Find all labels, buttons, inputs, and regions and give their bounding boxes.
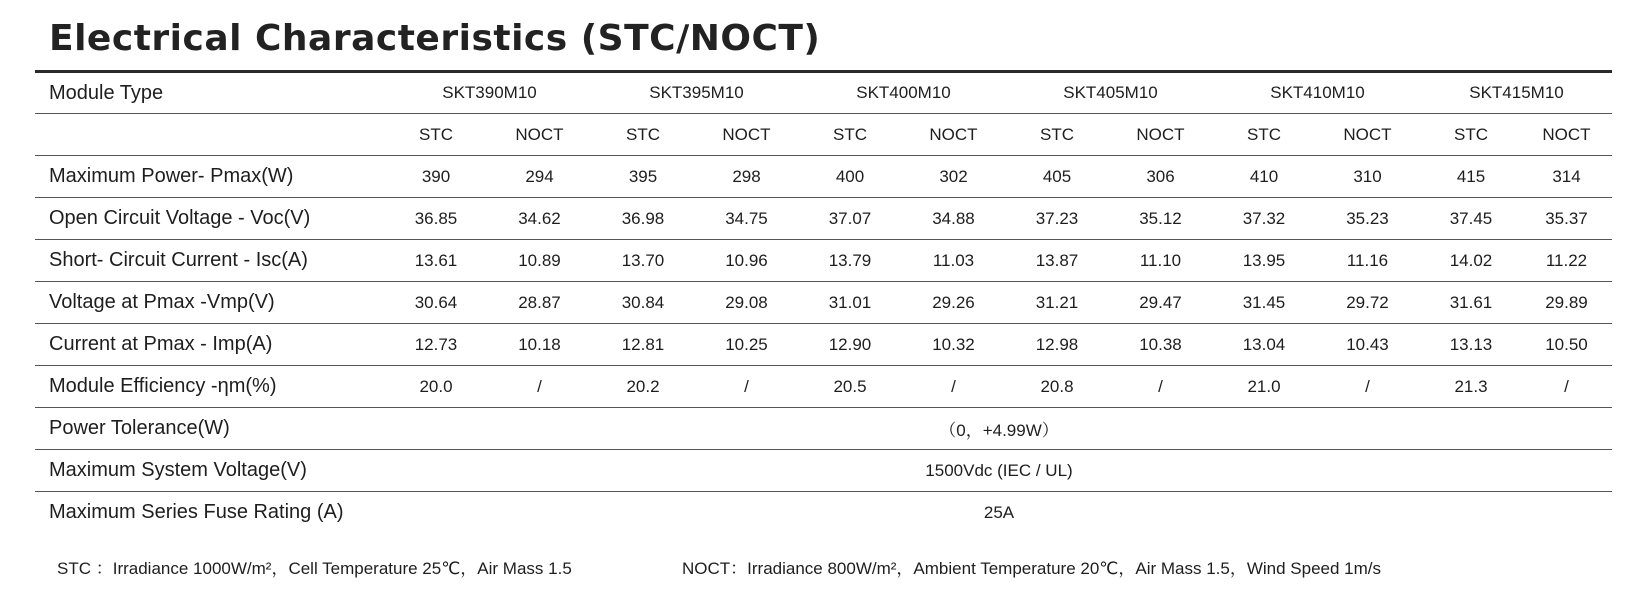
- table-row: [35, 450, 1612, 492]
- value-cell: 10.50: [1521, 324, 1612, 366]
- value-cell: 10.43: [1314, 324, 1421, 366]
- value-cell: 410: [1214, 156, 1314, 198]
- value-cell: 13.70: [593, 240, 693, 282]
- value-cell: /: [486, 366, 593, 408]
- condition-header-row: [35, 114, 1612, 156]
- value-cell: 13.87: [1007, 240, 1107, 282]
- row-label: Voltage at Pmax -Vmp(V): [35, 282, 386, 324]
- electrical-characteristics-table: [35, 70, 1612, 534]
- row-label: Open Circuit Voltage - Voc(V): [35, 198, 386, 240]
- value-cell: 314: [1521, 156, 1612, 198]
- value-cell: 14.02: [1421, 240, 1521, 282]
- value-cell: 35.23: [1314, 198, 1421, 240]
- value-cell: /: [1107, 366, 1214, 408]
- value-cell: 20.0: [386, 366, 486, 408]
- value-cell: 12.90: [800, 324, 900, 366]
- model-header: SKT405M10: [1007, 72, 1214, 114]
- empty-label-cell: [35, 114, 386, 156]
- noct-header: NOCT: [1314, 114, 1421, 156]
- value-cell: 415: [1421, 156, 1521, 198]
- model-header-row: [35, 72, 1612, 114]
- stc-footnote: STC ：Irradiance 1000W/m²，Cell Temperature 25℃，Air Mass 1.5: [57, 559, 572, 578]
- model-header: SKT415M10: [1421, 72, 1612, 114]
- value-cell: 28.87: [486, 282, 593, 324]
- value-cell: 11.16: [1314, 240, 1421, 282]
- value-cell: 12.81: [593, 324, 693, 366]
- value-cell: 10.32: [900, 324, 1007, 366]
- value-cell: 306: [1107, 156, 1214, 198]
- table-row: [35, 366, 1612, 408]
- value-cell: 13.13: [1421, 324, 1521, 366]
- value-cell: 13.61: [386, 240, 486, 282]
- value-cell: 294: [486, 156, 593, 198]
- value-cell: 37.07: [800, 198, 900, 240]
- table-row: [35, 492, 1612, 534]
- stc-header: STC: [1007, 114, 1107, 156]
- value-cell: 10.25: [693, 324, 800, 366]
- row-label: Maximum Series Fuse Rating (A): [49, 501, 344, 524]
- model-header: SKT395M10: [593, 72, 800, 114]
- value-cell: 302: [900, 156, 1007, 198]
- fuse-rating-value: 25A: [983, 502, 1015, 522]
- value-cell: 29.47: [1107, 282, 1214, 324]
- value-cell: 21.0: [1214, 366, 1314, 408]
- value-cell: 29.08: [693, 282, 800, 324]
- value-cell: 390: [386, 156, 486, 198]
- model-header: SKT400M10: [800, 72, 1007, 114]
- value-cell: 13.95: [1214, 240, 1314, 282]
- value-cell: 310: [1314, 156, 1421, 198]
- value-cell: 405: [1007, 156, 1107, 198]
- power-tolerance-value: （0，+4.99W）: [386, 408, 1612, 450]
- row-label: Power Tolerance(W): [35, 408, 386, 450]
- table-row: [35, 240, 1612, 282]
- value-cell: 13.79: [800, 240, 900, 282]
- value-cell: 30.84: [593, 282, 693, 324]
- stc-header: STC: [1421, 114, 1521, 156]
- value-cell: /: [693, 366, 800, 408]
- max-system-voltage-value: 1500Vdc (IEC / UL): [386, 450, 1612, 492]
- value-cell: 20.2: [593, 366, 693, 408]
- stc-header: STC: [800, 114, 900, 156]
- value-cell: 12.98: [1007, 324, 1107, 366]
- noct-header: NOCT: [900, 114, 1007, 156]
- value-cell: 29.72: [1314, 282, 1421, 324]
- value-cell: 11.03: [900, 240, 1007, 282]
- noct-header: NOCT: [1107, 114, 1214, 156]
- table-row: [35, 198, 1612, 240]
- value-cell: /: [900, 366, 1007, 408]
- value-cell: 31.61: [1421, 282, 1521, 324]
- row-label: Current at Pmax - Imp(A): [35, 324, 386, 366]
- value-cell: 36.98: [593, 198, 693, 240]
- page-title: Electrical Characteristics (STC/NOCT): [49, 18, 821, 59]
- value-cell: 37.23: [1007, 198, 1107, 240]
- value-cell: 37.45: [1421, 198, 1521, 240]
- value-cell: 11.10: [1107, 240, 1214, 282]
- value-cell: 11.22: [1521, 240, 1612, 282]
- table-row: [35, 324, 1612, 366]
- value-cell: 34.75: [693, 198, 800, 240]
- value-cell: 10.96: [693, 240, 800, 282]
- value-cell: 10.18: [486, 324, 593, 366]
- noct-header: NOCT: [486, 114, 593, 156]
- value-cell: 10.89: [486, 240, 593, 282]
- table-row: [35, 156, 1612, 198]
- value-cell: 13.04: [1214, 324, 1314, 366]
- value-cell: 35.12: [1107, 198, 1214, 240]
- value-cell: 298: [693, 156, 800, 198]
- value-cell: 29.26: [900, 282, 1007, 324]
- row-label: Module Efficiency -ηm(%): [35, 366, 386, 408]
- value-cell: 30.64: [386, 282, 486, 324]
- value-cell: 34.62: [486, 198, 593, 240]
- value-cell: 31.21: [1007, 282, 1107, 324]
- table-row: [35, 408, 1612, 450]
- noct-header: NOCT: [1521, 114, 1612, 156]
- module-type-label: Module Type: [35, 72, 386, 114]
- value-cell: 29.89: [1521, 282, 1612, 324]
- value-cell: 20.5: [800, 366, 900, 408]
- value-cell: 395: [593, 156, 693, 198]
- value-cell: 31.01: [800, 282, 900, 324]
- value-cell: 31.45: [1214, 282, 1314, 324]
- value-cell: 37.32: [1214, 198, 1314, 240]
- stc-header: STC: [593, 114, 693, 156]
- model-header: SKT410M10: [1214, 72, 1421, 114]
- stc-header: STC: [1214, 114, 1314, 156]
- value-cell: 10.38: [1107, 324, 1214, 366]
- value-cell: 20.8: [1007, 366, 1107, 408]
- value-cell: 34.88: [900, 198, 1007, 240]
- table-row: [35, 282, 1612, 324]
- value-cell: 36.85: [386, 198, 486, 240]
- value-cell: 21.3: [1421, 366, 1521, 408]
- noct-header: NOCT: [693, 114, 800, 156]
- noct-footnote: NOCT：Irradiance 800W/m²，Ambient Temperature 20℃，Air Mass 1.5，Wind Speed 1m/s: [682, 559, 1382, 578]
- footnotes: [57, 554, 1381, 579]
- model-header: SKT390M10: [386, 72, 593, 114]
- value-cell: 35.37: [1521, 198, 1612, 240]
- value-cell: 12.73: [386, 324, 486, 366]
- row-label: Maximum Power- Pmax(W): [35, 156, 386, 198]
- stc-header: STC: [386, 114, 486, 156]
- value-cell: /: [1521, 366, 1612, 408]
- value-cell: /: [1314, 366, 1421, 408]
- row-label: Maximum System Voltage(V): [35, 450, 386, 492]
- value-cell: 400: [800, 156, 900, 198]
- row-label: Short- Circuit Current - Isc(A): [35, 240, 386, 282]
